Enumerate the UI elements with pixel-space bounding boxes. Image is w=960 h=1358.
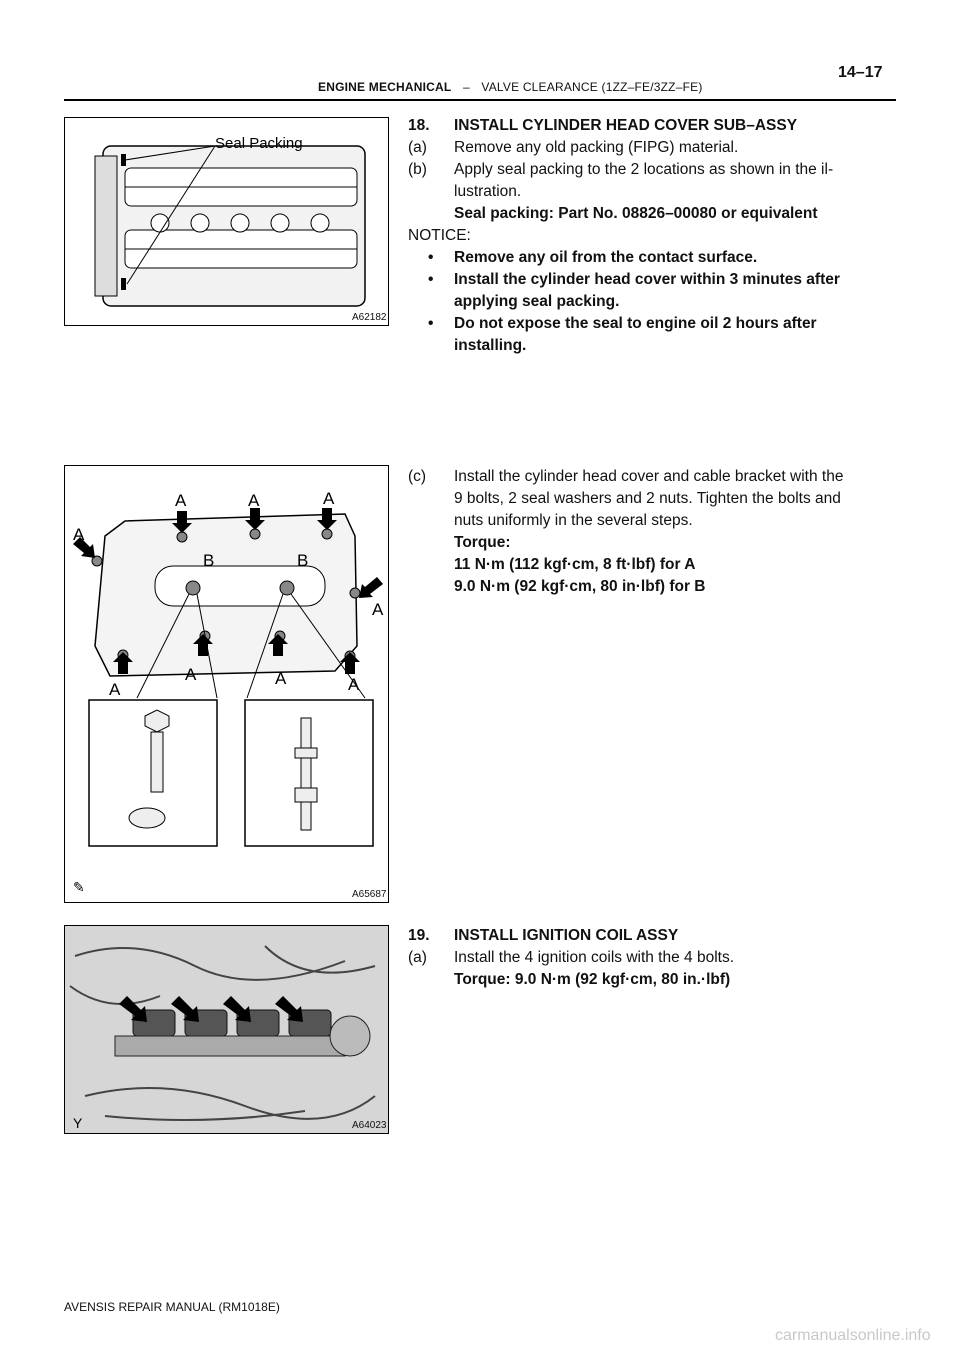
label-a: A [109,680,121,699]
head-cover-illustration [65,466,388,902]
step-c-cont: nuts uniformly in the several steps. [454,512,693,529]
notice-item-cont: installing. [454,337,527,354]
label-b: B [203,551,215,570]
figure-code: A64023 [352,1120,387,1131]
torque-label: Torque: [454,534,511,551]
step-b: (b) Apply seal packing to the 2 locations as shown in the il- [408,161,834,178]
step-19 [408,925,896,991]
figure-ignition-coils [64,925,389,1134]
section-title: ENGINE MECHANICAL [318,80,452,94]
step-c-cont: 9 bolts, 2 seal washers and 2 nuts. Tighten the bolts and [454,490,841,507]
page-header [318,80,703,94]
seal-packing-label: Seal Packing [215,135,303,152]
header-separator: – [462,80,470,94]
label-a: A [175,491,187,510]
figure-head-cover-bolts [64,465,389,903]
step-title: 19. INSTALL IGNITION COIL ASSY [408,927,679,944]
label-b: B [297,551,309,570]
label-a: A [372,600,384,619]
photo-mark: Y [73,1115,83,1131]
step-title: 18. INSTALL CYLINDER HEAD COVER SUB–ASSY [408,117,798,134]
ignition-coils-photo [65,926,388,1133]
step-a: (a) Remove any old packing (FIPG) material. [408,139,739,156]
notice-item-cont: applying seal packing. [454,293,620,310]
page-number: 14–17 [838,64,883,81]
step-a: (a) Install the 4 ignition coils with the 4 bolts. [408,949,735,966]
label-a: A [73,525,85,544]
notice-heading: NOTICE: [408,227,471,244]
label-a: A [348,675,360,694]
torque-spec: Torque: 9.0 N·m (92 kgf·cm, 80 in.·lbf) [454,971,731,988]
label-a: A [275,669,287,688]
torque-b: 9.0 N·m (92 kgf·cm, 80 in·lbf) for B [454,578,706,595]
cylinder-head-illustration [65,118,388,325]
figure-seal-packing [64,117,389,326]
notice-item: • Do not expose the seal to engine oil 2 hours after [428,315,817,332]
figure-code: A65687 [352,889,387,900]
step-c: (c) Install the cylinder head cover and cable bracket with the [408,468,844,485]
step-18c [408,466,896,598]
watermark: carmanualsonline.info [775,1327,931,1344]
pencil-mark: ✎ [73,879,85,895]
label-a: A [248,491,260,510]
subsection-title: VALVE CLEARANCE (1ZZ–FE/3ZZ–FE) [481,80,703,94]
footer: AVENSIS REPAIR MANUAL (RM1018E) [64,1300,280,1314]
step-b-cont: lustration. [454,183,522,200]
notice-item: • Remove any oil from the contact surface. [428,249,758,266]
figure-code: A62182 [352,312,387,323]
seal-spec: Seal packing: Part No. 08826–00080 or equivalent [454,205,818,222]
step-18 [408,115,896,357]
label-a: A [185,665,197,684]
label-a: A [323,489,335,508]
notice-item: • Install the cylinder head cover within 3 minutes after [428,271,840,288]
header-rule [64,99,896,101]
torque-a: 11 N·m (112 kgf·cm, 8 ft·lbf) for A [454,556,696,573]
